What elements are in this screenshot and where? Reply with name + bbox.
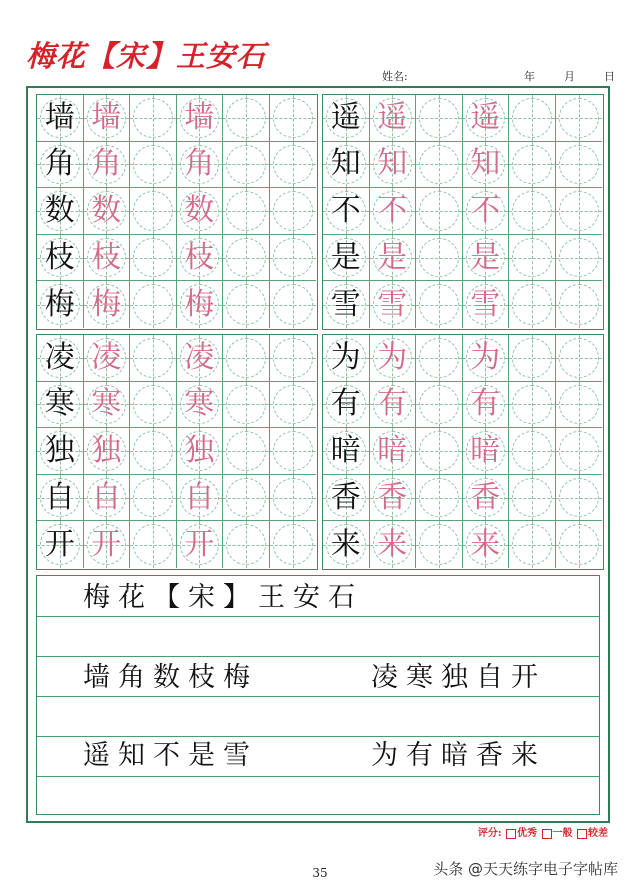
practice-cell[interactable] xyxy=(37,142,84,189)
model-character: 自 xyxy=(44,479,75,515)
practice-cell[interactable] xyxy=(223,281,270,328)
practice-cell[interactable] xyxy=(223,335,270,382)
practice-cell[interactable] xyxy=(84,188,131,235)
practice-row xyxy=(37,188,317,235)
practice-cell[interactable] xyxy=(270,95,317,142)
trace-character: 数 xyxy=(184,192,215,228)
practice-cell[interactable] xyxy=(370,95,417,142)
practice-cell[interactable] xyxy=(84,142,131,189)
practice-cell[interactable] xyxy=(556,428,603,475)
practice-cell[interactable] xyxy=(177,521,224,568)
practice-cell[interactable] xyxy=(370,142,417,189)
trace-character: 墙 xyxy=(91,99,122,135)
copy-ruling xyxy=(37,776,599,777)
practice-row xyxy=(323,521,603,568)
practice-cell[interactable] xyxy=(223,521,270,568)
practice-cell[interactable] xyxy=(177,428,224,475)
grid-guide xyxy=(512,478,552,518)
trace-character: 为 xyxy=(470,339,501,375)
practice-cell[interactable] xyxy=(463,281,510,328)
trace-character: 来 xyxy=(470,526,501,562)
practice-cell[interactable] xyxy=(323,95,370,142)
practice-cell[interactable] xyxy=(370,475,417,522)
practice-cell[interactable] xyxy=(463,428,510,475)
grid-guide xyxy=(559,338,600,378)
model-character: 墙 xyxy=(44,99,75,135)
model-character: 数 xyxy=(44,192,75,228)
trace-character: 寒 xyxy=(184,386,215,422)
practice-cell[interactable] xyxy=(37,428,84,475)
trace-character: 遥 xyxy=(377,99,408,135)
grid-guide xyxy=(226,338,266,378)
practice-cell[interactable] xyxy=(509,235,556,282)
practice-cell[interactable] xyxy=(130,281,177,328)
practice-cell[interactable] xyxy=(556,142,603,189)
practice-cell[interactable] xyxy=(130,95,177,142)
practice-cell[interactable] xyxy=(37,281,84,328)
practice-block-top-right xyxy=(322,94,604,330)
practice-row xyxy=(37,235,317,282)
trace-character: 独 xyxy=(91,432,122,468)
practice-cell[interactable] xyxy=(270,281,317,328)
grid-guide xyxy=(419,284,459,325)
practice-cell[interactable] xyxy=(556,281,603,328)
grid-guide xyxy=(226,145,266,185)
practice-cell[interactable] xyxy=(177,95,224,142)
copy-ruling xyxy=(37,656,599,657)
trace-character: 自 xyxy=(91,479,122,515)
practice-block-bottom-left xyxy=(36,334,318,570)
grid-guide xyxy=(133,385,173,425)
model-character: 来 xyxy=(330,526,361,562)
worksheet-frame xyxy=(26,86,610,823)
grid-guide xyxy=(419,431,459,471)
model-character: 枝 xyxy=(44,239,75,275)
practice-cell[interactable] xyxy=(509,281,556,328)
trace-character: 暗 xyxy=(377,432,408,468)
grid-guide xyxy=(419,145,459,185)
score-option-average: 一般 xyxy=(552,828,573,839)
practice-row xyxy=(323,382,603,429)
trace-character: 开 xyxy=(91,526,122,562)
practice-cell[interactable] xyxy=(37,95,84,142)
practice-cell[interactable] xyxy=(463,142,510,189)
practice-cell[interactable] xyxy=(223,142,270,189)
trace-character: 遥 xyxy=(470,99,501,135)
practice-row xyxy=(323,142,603,189)
practice-cell[interactable] xyxy=(223,235,270,282)
page-title: 梅花【宋】王安石 xyxy=(26,39,267,73)
model-character: 梅 xyxy=(44,286,75,322)
practice-cell[interactable] xyxy=(509,335,556,382)
practice-cell[interactable] xyxy=(370,521,417,568)
practice-cell[interactable] xyxy=(84,521,131,568)
practice-cell[interactable] xyxy=(416,428,463,475)
practice-cell[interactable] xyxy=(416,281,463,328)
model-character: 知 xyxy=(330,146,361,182)
model-character: 为 xyxy=(330,339,361,375)
copy-ruling xyxy=(37,736,599,737)
grid-guide xyxy=(226,238,266,278)
practice-cell[interactable] xyxy=(416,95,463,142)
trace-character: 数 xyxy=(91,192,122,228)
grid-guide xyxy=(559,431,600,471)
score-checkbox-excellent[interactable] xyxy=(506,829,516,839)
practice-cell[interactable] xyxy=(370,235,417,282)
trace-character: 枝 xyxy=(91,239,122,275)
practice-cell[interactable] xyxy=(270,188,317,235)
grid-guide xyxy=(512,98,552,138)
practice-cell[interactable] xyxy=(509,142,556,189)
copy-line-3b: 为有暗香来 xyxy=(371,740,546,771)
practice-cell[interactable] xyxy=(323,235,370,282)
model-character: 雪 xyxy=(330,286,361,322)
model-character: 是 xyxy=(330,239,361,275)
score-option-excellent: 优秀 xyxy=(517,828,538,839)
year-label: 年 xyxy=(524,70,535,83)
practice-cell[interactable] xyxy=(370,428,417,475)
practice-row xyxy=(37,281,317,328)
grid-guide xyxy=(559,385,600,425)
copy-line-title: 梅花【宋】王安石 xyxy=(83,582,363,613)
grid-guide xyxy=(512,431,552,471)
copy-line-2a: 墙角数枝梅 xyxy=(83,662,258,693)
trace-character: 独 xyxy=(184,432,215,468)
day-label: 日 xyxy=(604,70,615,83)
practice-cell[interactable] xyxy=(37,521,84,568)
grid-guide xyxy=(133,145,173,185)
grid-guide xyxy=(419,338,459,378)
practice-cell[interactable] xyxy=(37,235,84,282)
model-character: 角 xyxy=(44,146,75,182)
grid-guide xyxy=(559,238,600,278)
trace-character: 是 xyxy=(377,239,408,275)
grid-guide xyxy=(226,98,266,138)
grid-guide xyxy=(419,385,459,425)
practice-cell[interactable] xyxy=(370,382,417,429)
model-character: 有 xyxy=(330,386,361,422)
practice-cell[interactable] xyxy=(130,475,177,522)
practice-cell[interactable] xyxy=(463,95,510,142)
grid-guide xyxy=(512,284,552,325)
grid-guide xyxy=(559,284,600,325)
score-checkbox-average[interactable] xyxy=(542,829,552,839)
grid-guide xyxy=(419,98,459,138)
practice-row xyxy=(323,235,603,282)
trace-character: 自 xyxy=(184,479,215,515)
practice-cell[interactable] xyxy=(177,188,224,235)
practice-cell[interactable] xyxy=(270,335,317,382)
practice-cell[interactable] xyxy=(509,95,556,142)
grid-guide xyxy=(133,524,173,565)
grid-guide xyxy=(226,385,266,425)
grid-guide xyxy=(226,191,266,231)
practice-cell[interactable] xyxy=(270,475,317,522)
practice-cell[interactable] xyxy=(84,281,131,328)
grid-guide xyxy=(273,284,314,325)
watermark: 头条 @天天练字电子字帖库 xyxy=(433,860,618,878)
practice-cell[interactable] xyxy=(463,235,510,282)
trace-character: 凌 xyxy=(184,339,215,375)
practice-cell[interactable] xyxy=(416,475,463,522)
trace-character: 是 xyxy=(470,239,501,275)
practice-cell[interactable] xyxy=(556,235,603,282)
practice-cell[interactable] xyxy=(509,188,556,235)
trace-character: 角 xyxy=(91,146,122,182)
trace-character: 枝 xyxy=(184,239,215,275)
trace-character: 为 xyxy=(377,339,408,375)
practice-row xyxy=(37,95,317,142)
model-character: 寒 xyxy=(44,386,75,422)
score-option-poor: 较差 xyxy=(588,828,608,839)
grid-guide xyxy=(559,524,600,565)
practice-cell[interactable] xyxy=(323,188,370,235)
trace-character: 雪 xyxy=(377,286,408,322)
practice-cell[interactable] xyxy=(130,188,177,235)
trace-character: 知 xyxy=(470,146,501,182)
practice-cell[interactable] xyxy=(130,335,177,382)
trace-character: 雪 xyxy=(470,286,501,322)
practice-cell[interactable] xyxy=(84,235,131,282)
practice-cell[interactable] xyxy=(463,521,510,568)
grid-guide xyxy=(559,478,600,518)
grid-guide xyxy=(133,238,173,278)
practice-cell[interactable] xyxy=(223,382,270,429)
trace-character: 不 xyxy=(470,192,501,228)
trace-character: 来 xyxy=(377,526,408,562)
score-checkbox-poor[interactable] xyxy=(577,829,587,839)
model-character: 凌 xyxy=(44,339,75,375)
practice-cell[interactable] xyxy=(556,521,603,568)
model-character: 不 xyxy=(330,192,361,228)
practice-row xyxy=(37,382,317,429)
practice-row xyxy=(323,475,603,522)
practice-cell[interactable] xyxy=(323,428,370,475)
trace-character: 梅 xyxy=(184,286,215,322)
model-character: 独 xyxy=(44,432,75,468)
practice-cell[interactable] xyxy=(416,335,463,382)
practice-cell[interactable] xyxy=(37,475,84,522)
grid-guide xyxy=(133,98,173,138)
trace-character: 梅 xyxy=(91,286,122,322)
trace-character: 知 xyxy=(377,146,408,182)
practice-cell[interactable] xyxy=(177,235,224,282)
grid-guide xyxy=(133,284,173,325)
copy-area xyxy=(36,575,600,815)
practice-cell[interactable] xyxy=(509,521,556,568)
practice-cell[interactable] xyxy=(463,382,510,429)
practice-cell[interactable] xyxy=(463,188,510,235)
practice-row xyxy=(323,335,603,382)
trace-character: 香 xyxy=(377,479,408,515)
model-character: 开 xyxy=(44,526,75,562)
trace-character: 香 xyxy=(470,479,501,515)
grid-guide xyxy=(273,145,314,185)
grid-guide xyxy=(559,98,600,138)
trace-character: 暗 xyxy=(470,432,501,468)
name-label: 姓名: xyxy=(382,70,408,83)
practice-cell[interactable] xyxy=(323,475,370,522)
grid-guide xyxy=(419,191,459,231)
page-number: 35 xyxy=(312,866,328,880)
practice-cell[interactable] xyxy=(509,428,556,475)
grid-guide xyxy=(226,284,266,325)
practice-cell[interactable] xyxy=(177,475,224,522)
practice-cell[interactable] xyxy=(509,475,556,522)
trace-character: 墙 xyxy=(184,99,215,135)
practice-cell[interactable] xyxy=(416,188,463,235)
grid-guide xyxy=(512,145,552,185)
practice-row xyxy=(37,142,317,189)
practice-cell[interactable] xyxy=(416,382,463,429)
practice-cell[interactable] xyxy=(556,335,603,382)
practice-cell[interactable] xyxy=(323,521,370,568)
copy-line-3a: 遥知不是雪 xyxy=(83,740,258,771)
grid-guide xyxy=(133,478,173,518)
practice-cell[interactable] xyxy=(130,235,177,282)
practice-cell[interactable] xyxy=(223,188,270,235)
trace-character: 不 xyxy=(377,192,408,228)
practice-cell[interactable] xyxy=(370,281,417,328)
practice-cell[interactable] xyxy=(323,335,370,382)
grid-guide xyxy=(419,238,459,278)
grid-guide xyxy=(559,145,600,185)
practice-row xyxy=(323,95,603,142)
practice-cell[interactable] xyxy=(37,382,84,429)
trace-character: 角 xyxy=(184,146,215,182)
practice-cell[interactable] xyxy=(323,382,370,429)
practice-cell[interactable] xyxy=(130,521,177,568)
practice-cell[interactable] xyxy=(270,382,317,429)
grid-guide xyxy=(273,478,314,518)
copy-ruling xyxy=(37,696,599,697)
month-label: 月 xyxy=(564,70,575,83)
grid-guide xyxy=(512,238,552,278)
practice-cell[interactable] xyxy=(323,142,370,189)
trace-character: 有 xyxy=(377,386,408,422)
trace-character: 有 xyxy=(470,386,501,422)
practice-cell[interactable] xyxy=(177,382,224,429)
practice-row xyxy=(37,335,317,382)
trace-character: 开 xyxy=(184,526,215,562)
grid-guide xyxy=(273,98,314,138)
copy-line-2b: 凌寒独自开 xyxy=(371,662,546,693)
practice-cell[interactable] xyxy=(84,475,131,522)
practice-block-top-left xyxy=(36,94,318,330)
practice-cell[interactable] xyxy=(370,188,417,235)
practice-cell[interactable] xyxy=(556,95,603,142)
grid-guide xyxy=(273,191,314,231)
practice-cell[interactable] xyxy=(84,382,131,429)
practice-cell[interactable] xyxy=(37,188,84,235)
copy-ruling xyxy=(37,616,599,617)
grid-guide xyxy=(133,338,173,378)
model-character: 暗 xyxy=(330,432,361,468)
practice-cell[interactable] xyxy=(84,335,131,382)
grid-guide xyxy=(512,191,552,231)
grid-guide xyxy=(419,478,459,518)
practice-cell[interactable] xyxy=(416,142,463,189)
grid-guide xyxy=(273,524,314,565)
grid-guide xyxy=(133,191,173,231)
practice-block-bottom-right xyxy=(322,334,604,570)
practice-row xyxy=(323,188,603,235)
practice-cell[interactable] xyxy=(223,95,270,142)
practice-cell[interactable] xyxy=(37,335,84,382)
practice-cell[interactable] xyxy=(177,335,224,382)
practice-cell[interactable] xyxy=(177,281,224,328)
practice-cell[interactable] xyxy=(177,142,224,189)
practice-cell[interactable] xyxy=(416,521,463,568)
practice-cell[interactable] xyxy=(416,235,463,282)
practice-cell[interactable] xyxy=(84,428,131,475)
grid-guide xyxy=(273,431,314,471)
practice-cell[interactable] xyxy=(270,428,317,475)
grid-guide xyxy=(512,338,552,378)
practice-cell[interactable] xyxy=(223,475,270,522)
grid-guide xyxy=(273,238,314,278)
practice-cell[interactable] xyxy=(130,142,177,189)
practice-cell[interactable] xyxy=(130,382,177,429)
practice-row xyxy=(37,428,317,475)
practice-row xyxy=(37,475,317,522)
score-label: 评分: xyxy=(477,828,502,839)
grid-guide xyxy=(226,478,266,518)
model-character: 香 xyxy=(330,479,361,515)
practice-cell[interactable] xyxy=(130,428,177,475)
practice-cell[interactable] xyxy=(509,382,556,429)
grid-guide xyxy=(273,385,314,425)
practice-cell[interactable] xyxy=(463,475,510,522)
practice-cell[interactable] xyxy=(270,521,317,568)
grid-guide xyxy=(273,338,314,378)
practice-cell[interactable] xyxy=(270,235,317,282)
grid-guide xyxy=(419,524,459,565)
practice-row xyxy=(37,521,317,568)
grid-guide xyxy=(559,191,600,231)
grid-guide xyxy=(226,431,266,471)
practice-cell[interactable] xyxy=(323,281,370,328)
practice-row xyxy=(323,428,603,475)
practice-cell[interactable] xyxy=(556,188,603,235)
trace-character: 寒 xyxy=(91,386,122,422)
grid-guide xyxy=(512,385,552,425)
model-character: 遥 xyxy=(330,99,361,135)
practice-cell[interactable] xyxy=(270,142,317,189)
practice-cell[interactable] xyxy=(223,428,270,475)
grid-guide xyxy=(133,431,173,471)
grid-guide xyxy=(512,524,552,565)
practice-cell[interactable] xyxy=(556,475,603,522)
practice-cell[interactable] xyxy=(84,95,131,142)
practice-cell[interactable] xyxy=(556,382,603,429)
score-box xyxy=(478,824,608,839)
practice-cell[interactable] xyxy=(463,335,510,382)
trace-character: 凌 xyxy=(91,339,122,375)
practice-cell[interactable] xyxy=(370,335,417,382)
grid-guide xyxy=(226,524,266,565)
practice-row xyxy=(323,281,603,328)
